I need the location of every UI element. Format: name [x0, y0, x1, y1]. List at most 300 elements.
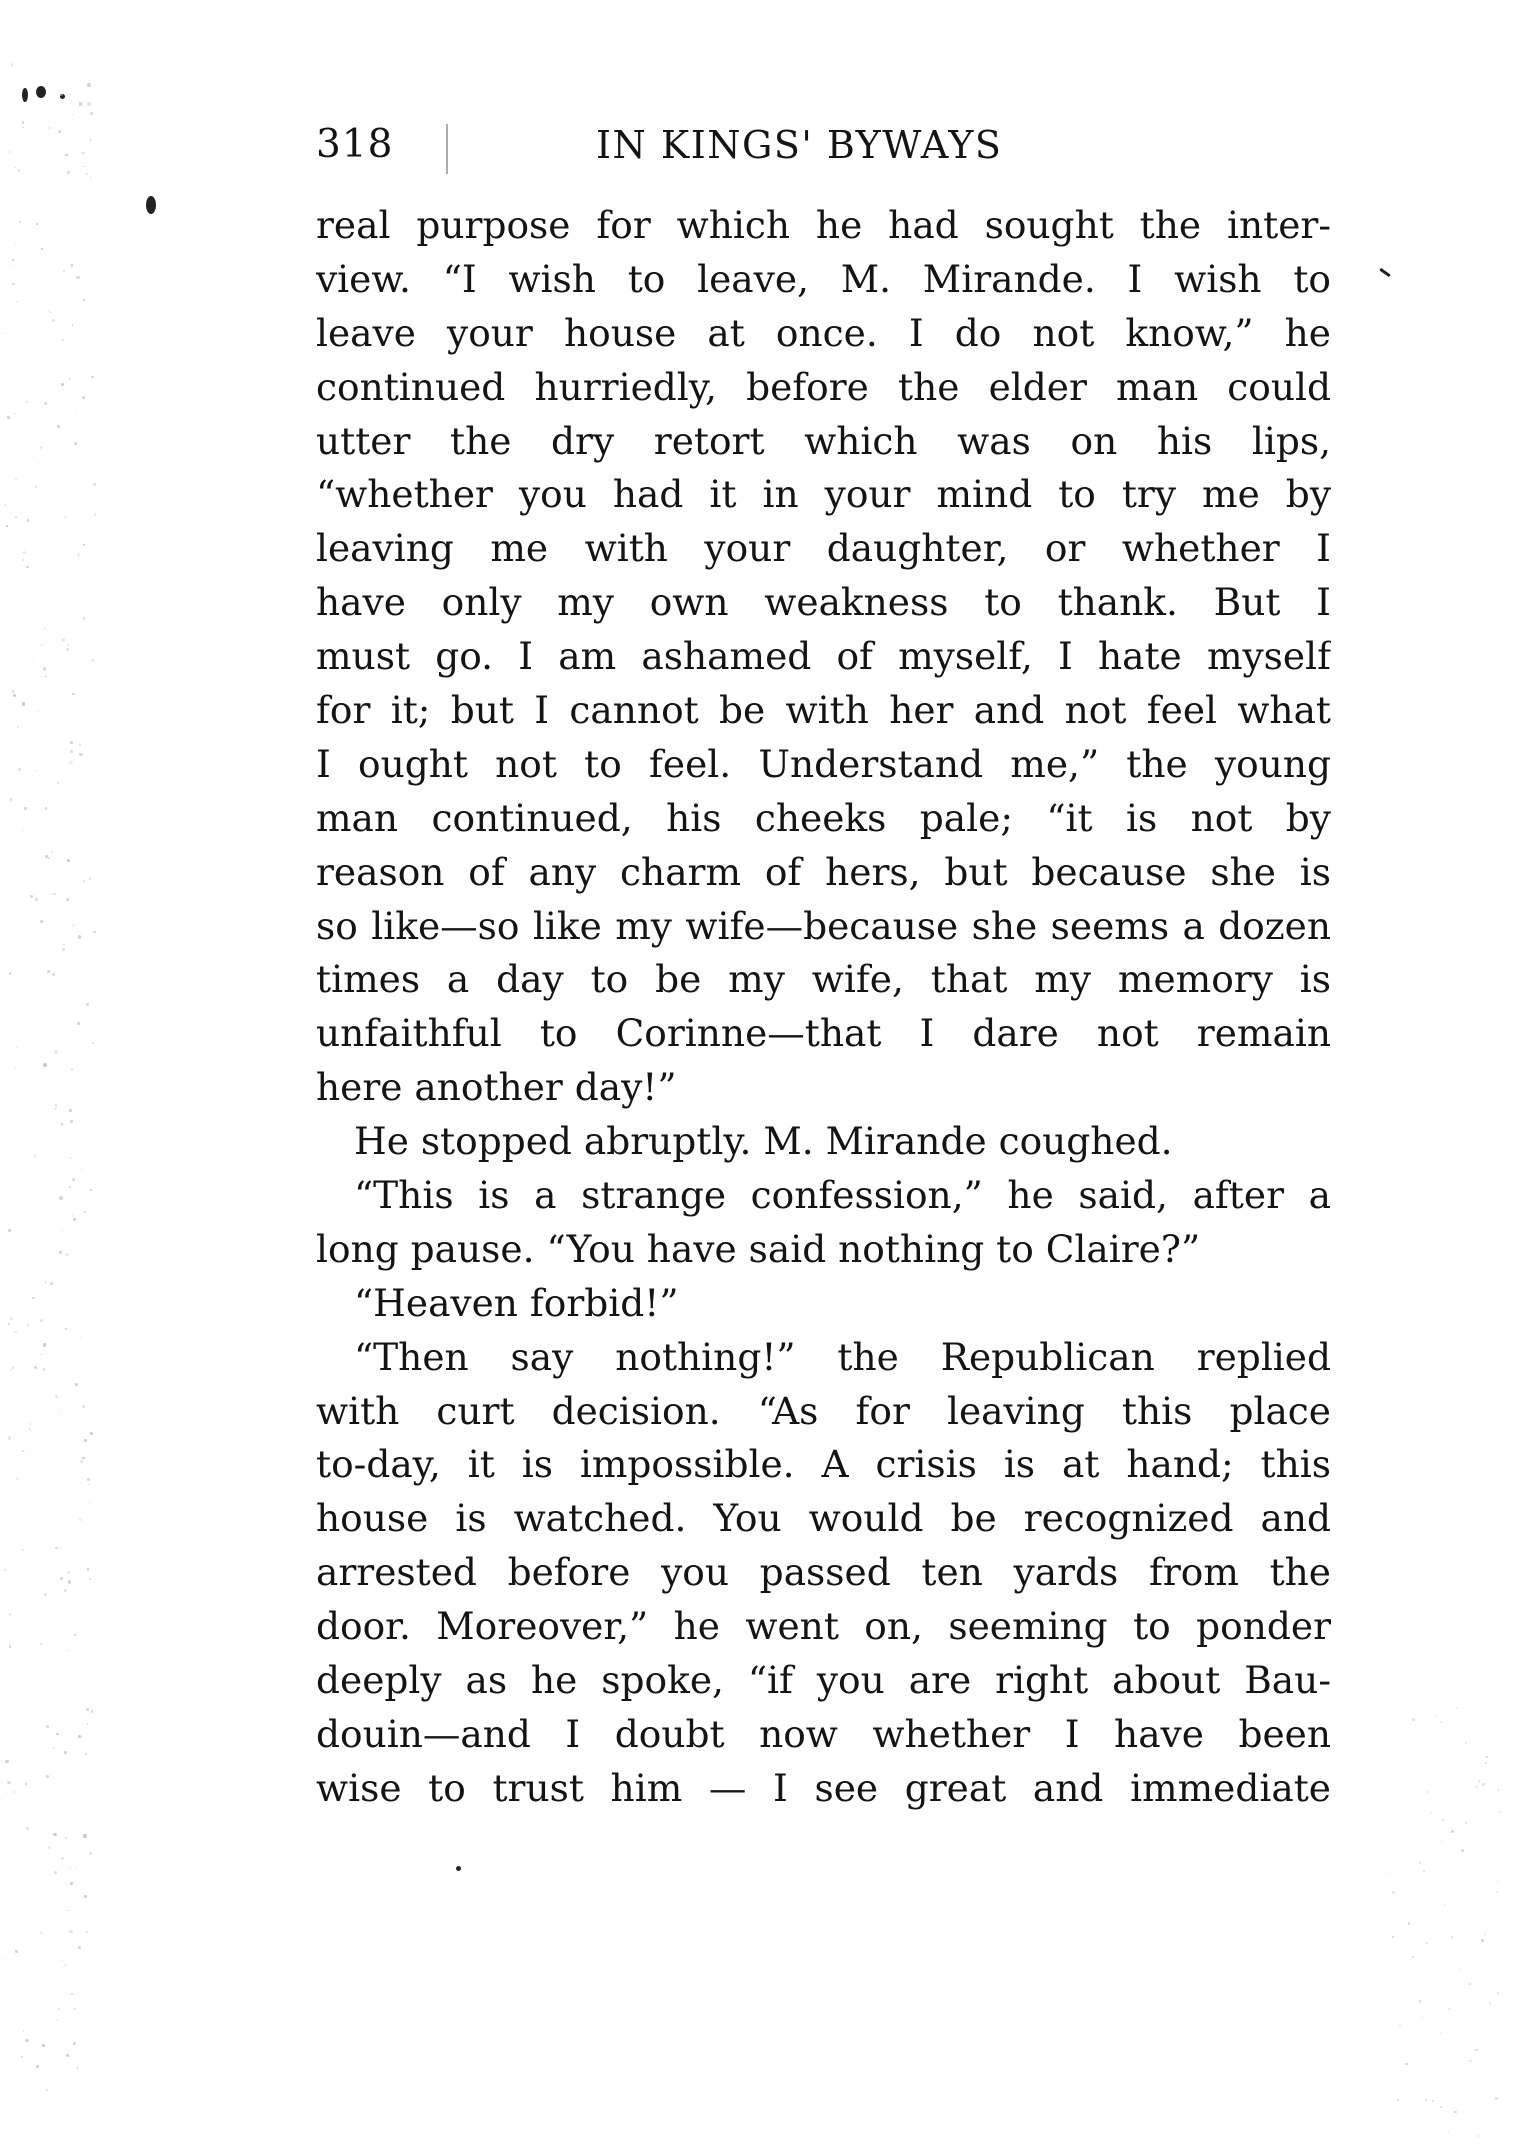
- stipple-dot: [92, 1042, 94, 1044]
- stipple-dot: [40, 446, 42, 448]
- stipple-dot: [10, 798, 12, 800]
- stipple-dot: [1496, 1891, 1498, 1893]
- stipple-dot: [35, 898, 37, 900]
- stipple-dot: [60, 1410, 61, 1411]
- stipple-dot: [77, 2067, 78, 2068]
- stipple-dot: [69, 1186, 71, 1188]
- stipple-dot: [29, 1452, 31, 1454]
- stipple-dot: [72, 693, 75, 696]
- stipple-dot: [87, 1723, 88, 1724]
- stipple-dot: [93, 931, 96, 934]
- stipple-dot: [1461, 1849, 1464, 1852]
- text-line: door. Moreover,” he went on, seeming to ponder: [316, 1604, 1331, 1649]
- stipple-dot: [1475, 1786, 1477, 1788]
- stipple-dot: [12, 1367, 14, 1369]
- stipple-dot: [8, 1323, 10, 1325]
- stipple-dot: [11, 265, 12, 266]
- stipple-dot: [4, 1957, 6, 1959]
- stipple-dot: [48, 857, 49, 858]
- stipple-dot: [89, 1502, 90, 1503]
- stipple-dot: [16, 301, 18, 303]
- stipple-dot: [1477, 2135, 1479, 2137]
- stipple-dot: [30, 1423, 31, 1424]
- stipple-dot: [72, 324, 74, 326]
- stipple-dot: [44, 628, 45, 629]
- stipple-dot: [66, 2054, 69, 2057]
- stipple-dot: [27, 1324, 29, 1326]
- stipple-dot: [7, 1781, 10, 1784]
- stipple-dot: [8, 1436, 11, 1439]
- stipple-dot: [1460, 1968, 1462, 1970]
- stipple-dot: [1440, 1721, 1442, 1723]
- stipple-dot: [27, 519, 30, 522]
- stipple-dot: [73, 924, 75, 926]
- stipple-dot: [5, 1213, 6, 1214]
- stipple-dot: [80, 1460, 82, 1462]
- stipple-dot: [86, 173, 88, 175]
- stipple-dot: [1399, 2025, 1401, 2027]
- stipple-dot: [55, 1104, 58, 1107]
- stipple-dot: [9, 151, 10, 152]
- stipple-dot: [46, 1775, 49, 1778]
- stipple-dot: [22, 127, 23, 128]
- stipple-dot: [50, 312, 52, 314]
- stipple-dot: [53, 1747, 55, 1749]
- stipple-dot: [65, 1253, 68, 1256]
- stipple-dot: [1497, 1992, 1499, 1994]
- stipple-dot: [67, 644, 69, 646]
- stipple-dot: [14, 413, 16, 415]
- stipple-dot: [76, 1868, 77, 1869]
- scan-speck: [36, 86, 46, 98]
- stipple-dot: [1448, 2008, 1451, 2011]
- stipple-dot: [43, 1063, 46, 1066]
- stipple-dot: [25, 1783, 27, 1785]
- stipple-dot: [50, 1282, 53, 1285]
- text-line: have only my own weakness to thank. But I: [316, 580, 1331, 625]
- stipple-dot: [90, 1189, 92, 1191]
- stipple-dot: [67, 1650, 69, 1652]
- text-line: “Then say nothing!” the Republican replied: [354, 1334, 1331, 1379]
- stipple-dot: [90, 1432, 93, 1435]
- stipple-dot: [12, 909, 13, 910]
- stipple-dot: [54, 1108, 56, 1110]
- stipple-dot: [70, 1868, 71, 1869]
- stipple-dot: [69, 1109, 72, 1112]
- stipple-dot: [1419, 1862, 1421, 1864]
- stipple-dot: [1454, 2111, 1457, 2114]
- scan-speck: [146, 196, 156, 214]
- stipple-dot: [1405, 2063, 1408, 2066]
- stipple-dot: [6, 525, 8, 527]
- stipple-dot: [89, 877, 92, 880]
- stipple-dot: [8, 538, 9, 539]
- stipple-dot: [8, 1229, 11, 1232]
- stipple-dot: [91, 376, 93, 378]
- stipple-dot: [1484, 1934, 1485, 1935]
- stipple-dot: [1422, 1839, 1423, 1840]
- stipple-dot: [9, 1645, 12, 1648]
- stipple-dot: [1469, 1983, 1471, 1985]
- stipple-dot: [89, 1852, 92, 1855]
- stipple-dot: [90, 139, 91, 140]
- stipple-dot: [5, 1760, 8, 1763]
- stipple-dot: [59, 1251, 62, 1254]
- stipple-dot: [84, 1212, 85, 1213]
- text-line: view. “I wish to leave, M. Mirande. I wish to: [316, 256, 1331, 301]
- stipple-dot: [41, 708, 42, 709]
- stipple-dot: [74, 442, 77, 445]
- stipple-dot: [61, 1960, 62, 1961]
- stipple-dot: [70, 1882, 73, 1885]
- stipple-dot: [40, 920, 43, 923]
- stipple-dot: [1482, 1783, 1484, 1785]
- stipple-dot: [73, 627, 74, 628]
- stipple-dot: [4, 332, 6, 334]
- stipple-dot: [33, 657, 34, 658]
- stipple-dot: [62, 638, 65, 641]
- stipple-dot: [52, 973, 55, 976]
- text-line: to-day, it is impossible. A crisis is at hand; this: [316, 1442, 1331, 1487]
- stipple-dot: [64, 1589, 67, 1592]
- stipple-dot: [15, 244, 16, 245]
- stipple-dot: [90, 112, 93, 115]
- stipple-dot: [87, 83, 90, 86]
- stipple-dot: [57, 782, 59, 784]
- stipple-dot: [67, 1571, 69, 1573]
- stipple-dot: [45, 676, 47, 678]
- stipple-dot: [59, 1196, 62, 1199]
- stipple-dot: [25, 2039, 28, 2042]
- stipple-dot: [82, 396, 85, 399]
- stipple-dot: [1465, 1742, 1468, 1745]
- stipple-dot: [17, 726, 19, 728]
- text-line: here another day!”: [316, 1065, 677, 1110]
- stipple-dot: [65, 154, 68, 157]
- stipple-dot: [1442, 1819, 1444, 1821]
- stipple-dot: [70, 1157, 72, 1159]
- stipple-dot: [36, 223, 38, 225]
- stipple-dot: [66, 648, 69, 651]
- stipple-dot: [66, 1320, 67, 1321]
- stipple-dot: [22, 1549, 24, 1551]
- stipple-dot: [76, 276, 79, 279]
- stipple-dot: [91, 1710, 94, 1713]
- stipple-dot: [71, 264, 74, 267]
- stipple-dot: [1486, 1756, 1487, 1757]
- stipple-dot: [1387, 1873, 1388, 1874]
- text-line: unfaithful to Corinne—that I dare not remain: [316, 1011, 1331, 1056]
- stipple-dot: [58, 130, 61, 133]
- stipple-dot: [1448, 2131, 1449, 2132]
- stipple-dot: [21, 1152, 22, 1153]
- stipple-dot: [61, 1123, 63, 1125]
- stipple-dot: [65, 1837, 66, 1838]
- stipple-dot: [74, 1634, 76, 1636]
- stipple-dot: [1489, 2002, 1492, 2005]
- stipple-dot: [78, 1735, 81, 1738]
- stipple-dot: [1425, 1942, 1428, 1945]
- stipple-dot: [69, 761, 72, 764]
- page-number: 318: [316, 122, 394, 167]
- stipple-dot: [77, 553, 80, 556]
- stipple-dot: [63, 944, 64, 945]
- stipple-dot: [1481, 1994, 1482, 1995]
- stipple-dot: [62, 948, 64, 950]
- page-header: [316, 118, 1331, 172]
- stipple-dot: [44, 402, 47, 405]
- stipple-dot: [83, 1834, 86, 1837]
- stipple-dot: [56, 1733, 59, 1736]
- stipple-dot: [79, 102, 82, 105]
- stipple-dot: [1425, 2099, 1427, 2101]
- stipple-dot: [15, 167, 16, 168]
- stipple-dot: [4, 1569, 6, 1571]
- stipple-dot: [1412, 1718, 1415, 1721]
- stipple-dot: [73, 2042, 76, 2045]
- stipple-dot: [19, 221, 21, 223]
- stipple-dot: [60, 1547, 61, 1548]
- stipple-dot: [26, 566, 29, 569]
- stipple-dot: [40, 1643, 42, 1645]
- stipple-dot: [64, 516, 66, 518]
- stipple-dot: [75, 1383, 78, 1386]
- stipple-dot: [70, 750, 73, 753]
- stipple-dot: [43, 1368, 45, 1370]
- stipple-dot: [79, 744, 80, 745]
- stipple-dot: [56, 2019, 58, 2021]
- stipple-dot: [87, 102, 90, 105]
- stipple-dot: [68, 1580, 71, 1583]
- stipple-dot: [35, 485, 38, 488]
- stipple-dot: [73, 2008, 75, 2010]
- stipple-dot: [65, 1328, 67, 1330]
- stipple-dot: [69, 1910, 70, 1911]
- stipple-dot: [1397, 2099, 1399, 2101]
- stipple-dot: [1481, 1939, 1484, 1942]
- stipple-dot: [26, 1827, 29, 1830]
- text-line: I ought not to feel. Understand me,” the young: [316, 741, 1331, 786]
- text-line: arrested before you passed ten yards from the: [316, 1550, 1331, 1595]
- stipple-dot: [91, 659, 94, 662]
- stipple-dot: [52, 319, 54, 321]
- stipple-dot: [40, 918, 41, 919]
- stipple-dot: [10, 1369, 12, 1371]
- text-line: douin—and I doubt now whether I have been: [316, 1711, 1331, 1756]
- text-line: “whether you had it in your mind to try me by: [316, 472, 1331, 517]
- stipple-dot: [82, 152, 85, 155]
- stipple-dot: [24, 807, 27, 810]
- stipple-dot: [84, 1895, 87, 1898]
- stipple-dot: [23, 551, 26, 554]
- stipple-dot: [1423, 1870, 1426, 1873]
- stipple-dot: [86, 1708, 89, 1711]
- stipple-dot: [7, 1792, 8, 1793]
- stipple-dot: [64, 1964, 66, 1966]
- stipple-dot: [42, 2044, 45, 2047]
- stipple-dot: [86, 1931, 88, 1933]
- stipple-dot: [36, 770, 38, 772]
- stipple-dot: [79, 1518, 82, 1521]
- stipple-dot: [1497, 1881, 1499, 1883]
- stipple-dot: [1475, 2049, 1477, 2051]
- stipple-dot: [30, 895, 33, 898]
- stipple-dot: [69, 1930, 72, 1933]
- stipple-dot: [15, 1068, 16, 1069]
- stipple-dot: [66, 898, 69, 901]
- stipple-dot: [41, 644, 43, 646]
- stipple-dot: [83, 299, 85, 301]
- stipple-dot: [13, 694, 16, 697]
- stipple-dot: [22, 121, 24, 123]
- stipple-dot: [72, 1178, 75, 1181]
- stipple-dot: [39, 463, 40, 464]
- stipple-dot: [94, 513, 97, 516]
- stipple-dot: [22, 1450, 24, 1452]
- stipple-dot: [71, 1993, 73, 1995]
- stipple-dot: [70, 741, 73, 744]
- stipple-dot: [22, 559, 24, 561]
- stipple-dot: [66, 1910, 67, 1911]
- text-line: continued hurriedly, before the elder man could: [316, 364, 1331, 409]
- stipple-dot: [21, 2056, 23, 2058]
- stipple-dot: [82, 1457, 84, 1459]
- stipple-dot: [76, 413, 77, 414]
- stipple-dot: [34, 1155, 37, 1158]
- stipple-dot: [11, 898, 12, 899]
- stipple-dot: [83, 166, 85, 168]
- stipple-dot: [73, 1218, 76, 1221]
- stipple-dot: [63, 270, 64, 271]
- stipple-dot: [7, 416, 10, 419]
- stipple-dot: [1465, 1822, 1467, 1824]
- stipple-dot: [90, 176, 91, 177]
- stipple-dot: [48, 1846, 51, 1849]
- stipple-dot: [40, 1931, 43, 1934]
- stipple-dot: [1498, 1789, 1500, 1791]
- stipple-dot: [10, 1317, 13, 1320]
- stipple-dot: [53, 893, 55, 895]
- stipple-dot: [54, 1050, 57, 1053]
- stipple-dot: [1447, 1962, 1448, 1963]
- text-line: leaving me with your daughter, or whether I: [316, 526, 1331, 571]
- stipple-dot: [1392, 1891, 1395, 1894]
- stipple-dot: [87, 1478, 90, 1481]
- stipple-dot: [39, 775, 41, 777]
- stipple-dot: [70, 1120, 73, 1123]
- stipple-dot: [46, 2089, 48, 2091]
- text-line: so like—so like my wife—because she seems a dozen: [316, 903, 1331, 948]
- stipple-dot: [1499, 1811, 1502, 1814]
- text-line: for it; but I cannot be with her and not feel what: [316, 688, 1331, 733]
- scan-speck: [456, 1866, 461, 1871]
- stipple-dot: [1432, 2100, 1434, 2102]
- stipple-dot: [55, 393, 57, 395]
- stipple-dot: [65, 474, 66, 475]
- text-line: man continued, his cheeks pale; “it is not by: [316, 795, 1331, 840]
- text-line: with curt decision. “As for leaving this place: [316, 1388, 1331, 1433]
- stipple-dot: [83, 880, 85, 882]
- stipple-dot: [93, 483, 96, 486]
- stipple-dot: [9, 1614, 11, 1616]
- stipple-dot: [1444, 1904, 1446, 1906]
- stipple-dot: [40, 1354, 41, 1355]
- stipple-dot: [61, 1229, 63, 1231]
- stipple-dot: [47, 970, 50, 973]
- stipple-dot: [77, 1022, 80, 1025]
- stipple-dot: [80, 1336, 81, 1337]
- stipple-dot: [84, 1439, 87, 1442]
- stipple-dot: [62, 339, 64, 341]
- stipple-dot: [43, 667, 46, 670]
- text-line: real purpose for which he had sought the inter-: [316, 203, 1331, 247]
- stipple-dot: [49, 127, 50, 128]
- stipple-dot: [41, 248, 43, 250]
- stipple-dot: [57, 425, 60, 428]
- stipple-dot: [60, 1577, 63, 1580]
- text-line: He stopped abruptly. M. Mirande coughed.: [354, 1119, 1173, 1164]
- stipple-dot: [82, 1405, 85, 1408]
- stipple-dot: [18, 768, 21, 771]
- text-line: wise to trust him — I see great and immediate: [316, 1765, 1331, 1810]
- stipple-dot: [72, 114, 74, 116]
- stipple-dot: [1435, 1744, 1436, 1745]
- stipple-dot: [89, 1578, 91, 1580]
- stipple-dot: [12, 259, 14, 261]
- stipple-dot: [79, 753, 82, 756]
- stipple-dot: [54, 1871, 57, 1874]
- stipple-dot: [15, 1950, 18, 1953]
- text-line: “Heaven forbid!”: [354, 1280, 679, 1325]
- stipple-dot: [1485, 1762, 1487, 1764]
- stipple-dot: [46, 1725, 49, 1728]
- stipple-dot: [81, 1168, 82, 1169]
- stipple-dot: [15, 516, 17, 518]
- text-line: deeply as he spoke, “if you are right about Bau-: [316, 1658, 1331, 1703]
- stipple-dot: [23, 829, 24, 830]
- stipple-dot: [1426, 1791, 1428, 1793]
- stipple-dot: [83, 544, 85, 546]
- stipple-dot: [12, 690, 15, 693]
- stipple-dot: [90, 210, 91, 211]
- stipple-dot: [1441, 1840, 1442, 1841]
- stipple-dot: [1397, 2124, 1398, 2125]
- stipple-dot: [58, 2008, 59, 2009]
- stipple-dot: [29, 1428, 30, 1429]
- stipple-dot: [53, 1833, 56, 1836]
- stipple-dot: [86, 831, 88, 833]
- body-text: [316, 199, 1331, 1816]
- stipple-dot: [12, 283, 15, 286]
- text-line: long pause. “You have said nothing to Claire?”: [316, 1226, 1201, 1271]
- stipple-dot: [11, 63, 14, 66]
- stipple-dot: [1412, 1956, 1414, 1958]
- stipple-dot: [1435, 1715, 1437, 1717]
- stipple-dot: [83, 617, 86, 620]
- stipple-dot: [71, 1068, 74, 1071]
- stipple-dot: [1471, 2061, 1472, 2062]
- text-line: leave your house at once. I do not know,” he: [316, 310, 1331, 355]
- stipple-dot: [55, 1547, 58, 1550]
- text-line: reason of any charm of hers, but because she is: [316, 849, 1331, 894]
- stipple-dot: [45, 1281, 46, 1282]
- text-line: “This is a strange confession,” he said, after a: [354, 1173, 1331, 1218]
- text-line: house is watched. You would be recognized and: [316, 1496, 1331, 1541]
- stipple-dot: [36, 2065, 39, 2068]
- stipple-dot: [86, 1003, 89, 1006]
- stipple-dot: [1380, 1930, 1381, 1931]
- stipple-dot: [67, 171, 70, 174]
